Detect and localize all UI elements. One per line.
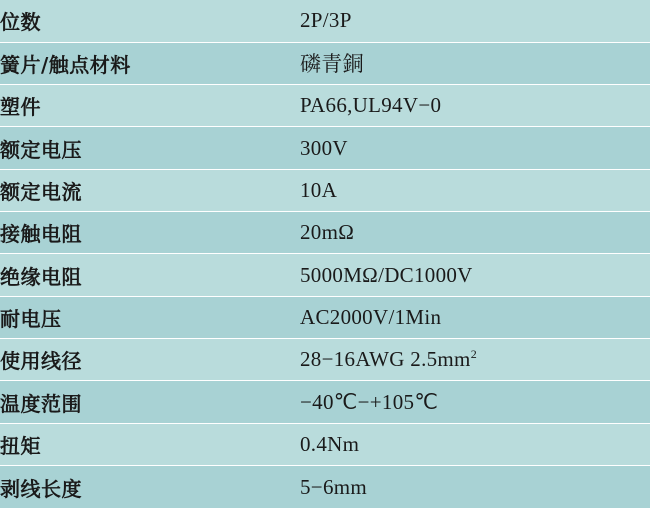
row-value: 5000MΩ/DC1000V [300, 254, 650, 296]
row-value: 20mΩ [300, 212, 650, 254]
table-row [0, 127, 650, 169]
table-row [0, 339, 650, 381]
row-value: 300V [300, 127, 650, 169]
row-value [300, 339, 650, 381]
row-label: 接触电阻 [0, 212, 300, 254]
table-row [0, 296, 650, 338]
row-label: 额定电流 [0, 169, 300, 211]
row-value: AC2000V/1Min [300, 296, 650, 338]
row-label: 扭矩 [0, 423, 300, 465]
row-label: 塑件 [0, 85, 300, 127]
row-value-superscript: 2 [470, 347, 477, 362]
row-value: 0.4Nm [300, 423, 650, 465]
table-row [0, 42, 650, 84]
table-row [0, 466, 650, 508]
row-value: 5−6mm [300, 474, 368, 499]
row-label: 耐电压 [0, 296, 300, 338]
row-label: 使用线径 [0, 339, 300, 381]
row-value-text: 28−16AWG 2.5mm [300, 347, 471, 372]
table-row [0, 169, 650, 211]
row-value: −40℃−+105℃ [300, 381, 650, 423]
row-label: 额定电压 [0, 127, 300, 169]
row-value: 2P/3P [300, 0, 650, 42]
table-row [0, 381, 650, 423]
row-label: 位数 [0, 0, 300, 42]
row-value: PA66,UL94V−0 [300, 85, 650, 127]
row-label: 剥线长度 [0, 476, 82, 501]
row-value: 磷青銅 [300, 42, 650, 84]
row-label: 绝缘电阻 [0, 254, 300, 296]
table-row [0, 212, 650, 254]
table-row [0, 85, 650, 127]
row-value: 10A [300, 169, 650, 211]
row-label: 温度范围 [0, 381, 300, 423]
table-row [0, 423, 650, 465]
table-row [0, 254, 650, 296]
table-row [0, 0, 650, 42]
row-label: 簧片/触点材料 [0, 42, 300, 84]
